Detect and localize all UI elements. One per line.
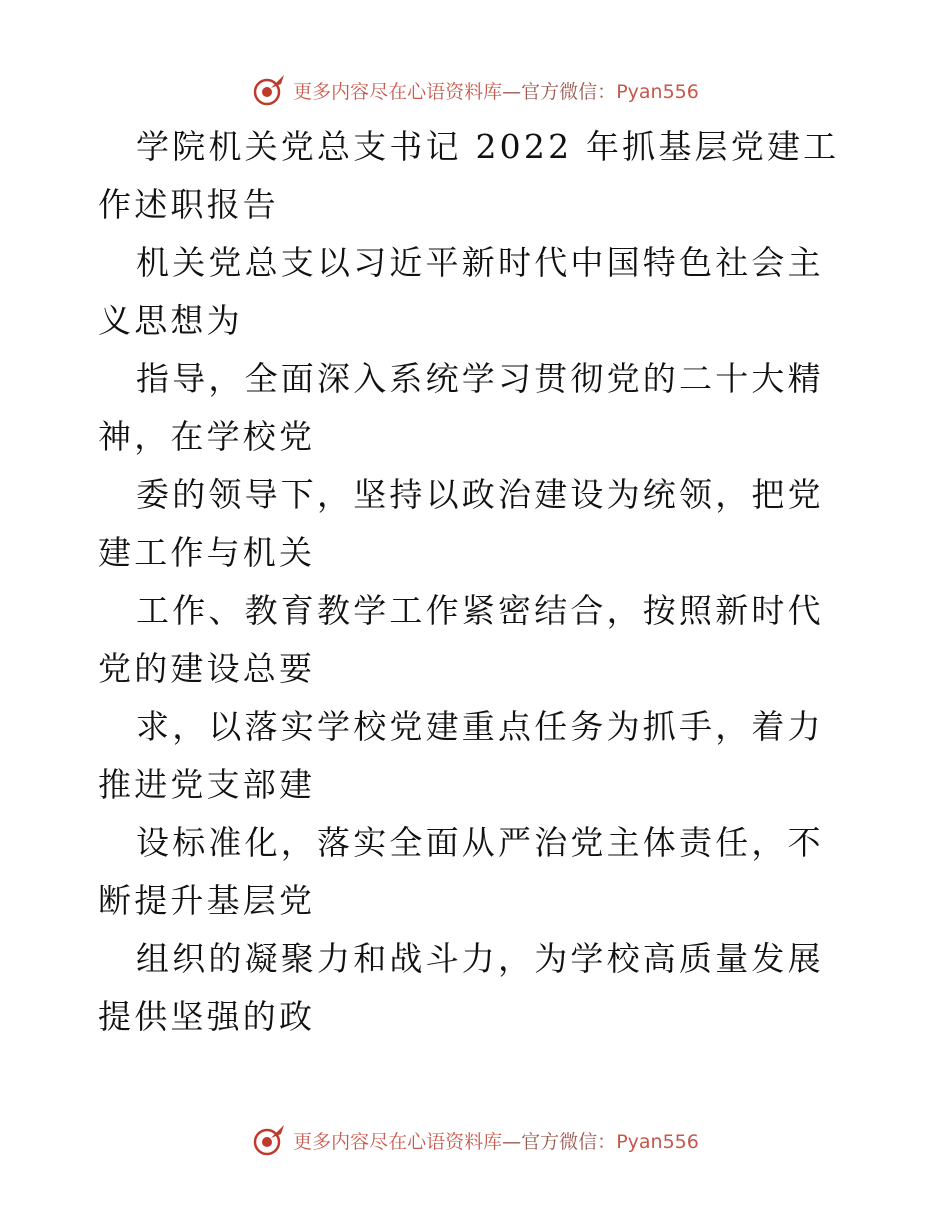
- watermark-wechat-label: 官方微信：: [521, 80, 617, 103]
- watermark-separator: —: [502, 1130, 522, 1153]
- watermark-brand: 更多内容尽在心语资料库: [293, 80, 503, 103]
- watermark-footer: [0, 1120, 950, 1160]
- document-paragraph: 委的领导下，坚持以政治建设为统领，把党建工作与机关: [98, 475, 824, 572]
- watermark-wechat-label: 官方微信：: [521, 1130, 617, 1153]
- quill-logo-icon: [251, 1122, 287, 1158]
- watermark-text: [293, 1127, 699, 1154]
- document-paragraph: 组织的凝聚力和战斗力，为学校高质量发展提供坚强的政: [98, 939, 824, 1036]
- quill-logo-icon: [251, 72, 287, 108]
- document-title: 学院机关党总支书记 2022 年抓基层党建工作述职报告: [98, 127, 840, 224]
- watermark-brand: 更多内容尽在心语资料库: [293, 1130, 503, 1153]
- watermark-wechat-id: Pyan556: [616, 80, 699, 103]
- document-paragraph: 指导，全面深入系统学习贯彻党的二十大精神，在学校党: [98, 359, 824, 456]
- document-paragraph: 工作、教育教学工作紧密结合，按照新时代党的建设总要: [98, 591, 824, 688]
- document-paragraph: 机关党总支以习近平新时代中国特色社会主义思想为: [98, 243, 824, 340]
- watermark-wechat-id: Pyan556: [616, 1130, 699, 1153]
- document-paragraph: 求，以落实学校党建重点任务为抓手，着力推进党支部建: [98, 707, 824, 804]
- watermark-header: [0, 70, 950, 110]
- document-body: [98, 118, 858, 1046]
- watermark-separator: —: [502, 80, 522, 103]
- document-paragraph: 设标准化，落实全面从严治党主体责任，不断提升基层党: [98, 823, 824, 920]
- watermark-text: [293, 77, 699, 104]
